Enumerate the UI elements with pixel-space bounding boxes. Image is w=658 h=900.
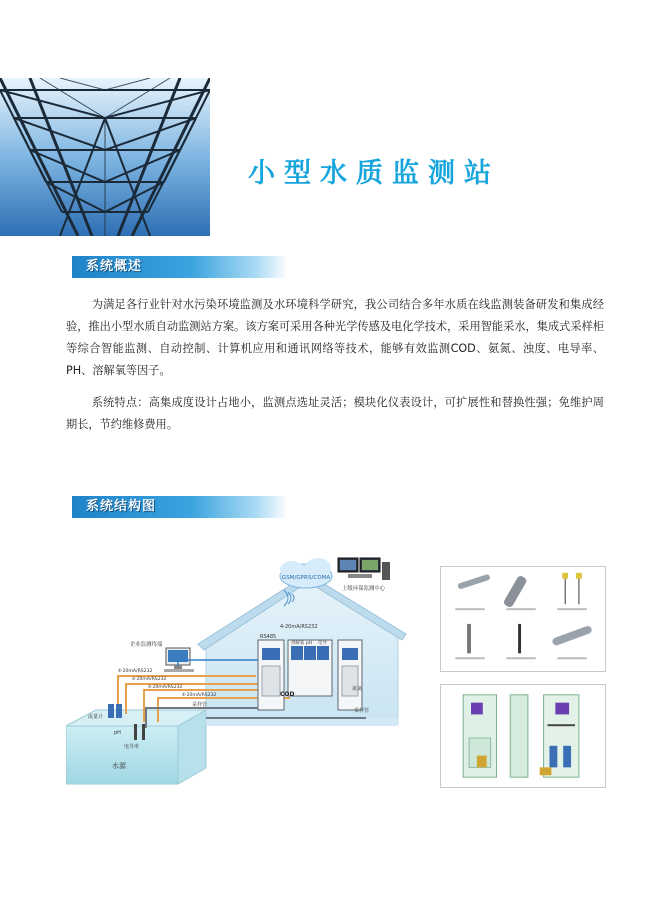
module-label-do: 溶解氧 <box>291 641 305 646</box>
analyzer-cabinet-ammonia <box>338 640 362 710</box>
cloud-label: GSM/GPRS/CDMA <box>281 575 331 581</box>
cabinet-open-view <box>540 695 579 777</box>
rs485-label: RS485 <box>260 634 277 640</box>
cabinet-port-label: 4-20mA/RS232 <box>280 624 318 630</box>
overview-paragraph-2: 系统特点：高集成度设计占地小，监测点选址灵活；模块化仪表设计，可扩展性和替换性强；免维护周期长，节约维修费用。 <box>66 396 604 431</box>
analyzer-cabinet-cod <box>258 640 284 710</box>
tower-photo <box>0 78 210 236</box>
port-label-3: 4-20mA/RS232 <box>148 685 183 690</box>
port-label-4: 4-20mA/RS232 <box>182 693 217 698</box>
module-rack <box>288 640 332 696</box>
remote-monitor-icon <box>338 558 390 580</box>
cabinet-side-view <box>510 695 528 777</box>
sampling-pipe-lower-label: 采样管 <box>354 708 370 714</box>
module-label-ph: pH <box>306 641 313 646</box>
system-structure-diagram <box>66 548 424 786</box>
sensors-photo <box>440 566 606 672</box>
ph-label: pH <box>114 730 121 736</box>
section-header-structure <box>72 496 288 518</box>
do-probe-label: 电导率 <box>124 744 140 750</box>
section-structure-label: 系统结构图 <box>86 499 157 514</box>
local-pc-label: 企业监测终端 <box>130 642 163 648</box>
ammonia-label: 氨氮 <box>352 686 363 692</box>
port-label-2: 4-20mA/RS232 <box>132 677 167 682</box>
sampling-pipe-upper-label: 采样管 <box>192 702 208 708</box>
page-title: 小型水质监测站 <box>248 158 500 189</box>
cloud-icon <box>280 558 332 588</box>
section-overview-label: 系统概述 <box>86 259 143 274</box>
cabinet-photo <box>440 684 606 788</box>
cabinet-front-view <box>463 695 496 777</box>
water-source-label: 水源 <box>112 762 126 770</box>
port-label-1: 4-20mA/RS232 <box>118 669 153 674</box>
cod-label: COD <box>280 691 295 698</box>
remote-center-label: 上级环保监测中心 <box>342 586 386 592</box>
flowmeter-label: 流量计 <box>88 714 104 720</box>
section-header-overview <box>72 256 288 278</box>
module-label-cond: 电导 <box>318 641 327 646</box>
overview-paragraph-1: 为满足各行业针对水污染环境监测及水环境科学研究，我公司结合多年水质在线监测装备研发和集成经验，推出小型水质自动监测站方案。该方案可采用各种光学传感及电化学技术，采用智能采水，集成式采样柜等综合智能监测、自动控制、计算机应用和通讯网络等技术，能够有效监测COD、氨氮、浊度、电导率、PH、溶解氧等因子。 <box>66 298 604 377</box>
